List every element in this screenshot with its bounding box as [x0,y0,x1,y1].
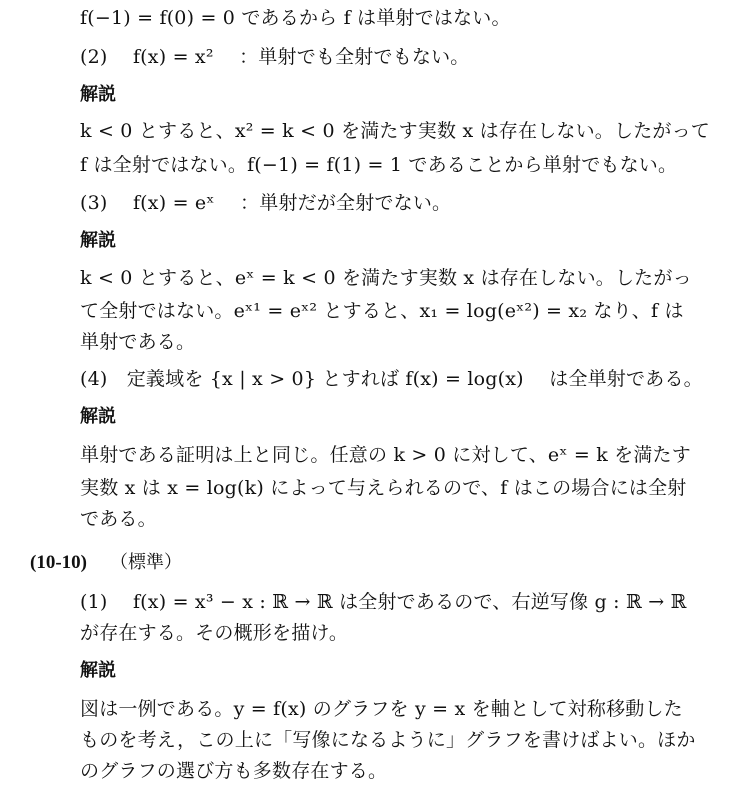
text-line-13: 単射である証明は上と同じ。任意の k > 0 に対して、eˣ = k を満たす [80,444,691,466]
text-line-14: 実数 x は x = log(k) によって与えられるので、f はこの場合には全射 [80,477,687,499]
text-line-4: k < 0 とすると、x² = k < 0 を満たす実数 x は存在しない。したがって [80,120,711,142]
text-line-21: ものを考え，この上に「写像になるように」グラフを書けばよい。ほか [80,729,696,751]
item-2-heading: (2) f(x) = x² ：単射でも全射でもない。 [80,46,470,68]
text-line-9: て全射ではない。eˣ¹ = eˣ² とすると、x₁ = log(eˣ²) = x₂ なり、f は [80,300,684,322]
item-3-heading: (3) f(x) = eˣ ：単射だが全射でない。 [80,192,452,214]
text-line-5: f は全射ではない。f(−1) = f(1) = 1 であることから単射でもない。 [80,154,678,176]
explanation-heading-2: 解説 [80,84,116,105]
explanation-heading-1: 解説 [80,660,116,681]
text-line-18: が存在する。その概形を描け。 [80,622,349,644]
item-1-heading: (1) f(x) = x³ − x : ℝ → ℝ は全射であるので、右逆写像 g : ℝ → ℝ [80,591,687,613]
explanation-heading-4: 解説 [80,406,116,427]
text-line-10: 単射である。 [80,331,196,353]
text-line-8: k < 0 とすると、eˣ = k < 0 を満たす実数 x は存在しない。したがっ [80,267,692,289]
text-line-1: f(−1) = f(0) = 0 であるから f は単射ではない。 [80,7,511,29]
exercise-number: (10-10) [30,552,87,573]
text-line-15: である。 [80,508,157,530]
difficulty-tag: （標準） [110,552,182,573]
text-line-22: のグラフの選び方も多数存在する。 [80,760,388,782]
text-line-20: 図は一例である。y = f(x) のグラフを y = x を軸として対称移動した [80,698,683,720]
item-4-heading: (4) 定義域を {x | x > 0} とすれば f(x) = log(x) は全単射である。 [80,368,703,390]
explanation-heading-3: 解説 [80,230,116,251]
